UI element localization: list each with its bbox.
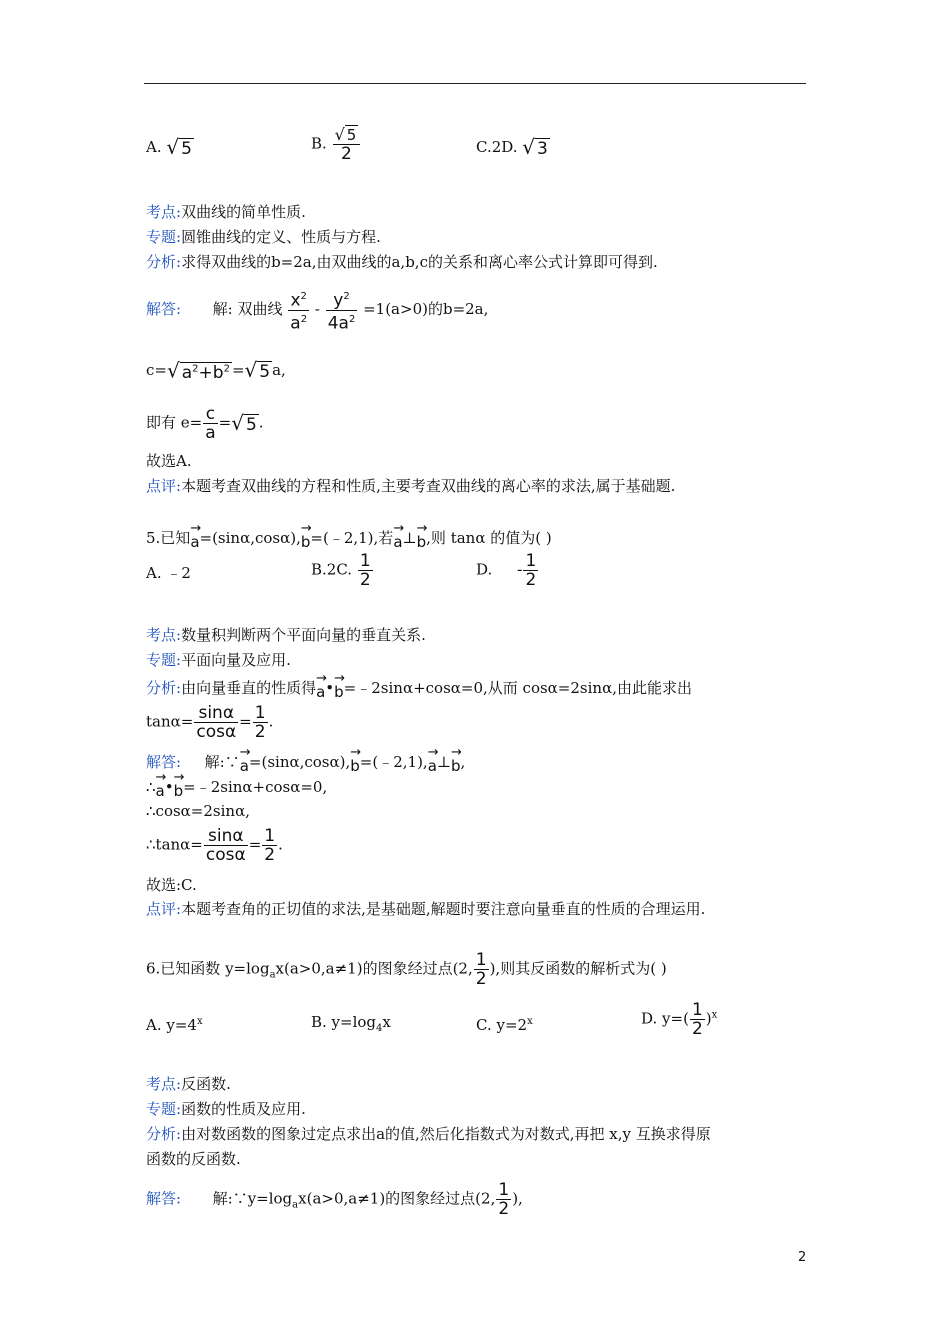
q4-c-line: c=√ $a^2+b^2$ =√ 5 a, [146, 357, 286, 383]
q5-fenxi: 分析:由向量垂直的性质得→ a•→ b=﹣2sinα+cosα=0,从而 cosα=2sinα,由此能求出 [146, 676, 692, 701]
jieda-label: 解答: [146, 300, 182, 319]
q6-option-d: D. y=( $\frac{1}{2}$ )$^x$ [641, 1000, 718, 1039]
fraction-x2-a2: $\frac{x^2}{a^2}$ [288, 288, 309, 332]
fraction-sqrt5-over-2: $\frac{√ 5}{2}$ [333, 126, 361, 163]
fraction-half: $\frac{1}{2}$ [359, 551, 371, 590]
option-a-label: A. [146, 138, 162, 156]
sqrt-5-e: √ 5 [231, 410, 257, 435]
q5-dianping: 点评:本题考查角的正切值的求法,是基础题,解题时要注意向量垂直的性质的合理运用. [146, 900, 706, 918]
q4-zhuanti: 专题:圆锥曲线的定义、性质与方程. [146, 228, 381, 246]
q5-therefore-2: ∴cosα=2sinα, [146, 802, 250, 820]
q4-e-line: 即有 e= $\frac{c}{a}$ =√ 5 . [146, 404, 264, 443]
q4-dianping: 点评:本题考查双曲线的方程和性质,主要考查双曲线的离心率的求法,属于基础题. [146, 477, 676, 495]
sqrt-5-c: √ 5 [244, 357, 271, 382]
fenxi-label: 分析: [146, 253, 182, 271]
q5-tan-line: tanα= $\frac{\sin\alpha}{\cos\alpha}$ = $\frac{1}{2}$ . [146, 703, 274, 742]
q5-answer: 故选:C. [146, 876, 197, 894]
q6-option-a: A. $y=4^x$ [146, 1016, 203, 1034]
q5-stem: 5.已知→ a=(sinα,cosα),→ b=(﹣2,1),若→ a⊥→ b,则 tanα 的值为( ) [146, 526, 552, 551]
q5-option-d: D. - $\frac{1}{2}$ [476, 551, 537, 590]
q6-option-b: B. $y=\log_4x$ [311, 1013, 391, 1034]
sqrt-3: √ 3 [522, 135, 548, 159]
header-rule [144, 83, 806, 84]
q6-fenxi: 分析:由对数函数的图象过定点求出a的值,然后化指数式为对数式,再把 x,y 互换求得原 [146, 1125, 711, 1143]
zhuanti-label: 专题: [146, 228, 182, 246]
q5-option-a: A. ﹣2 [146, 564, 191, 582]
q4-option-cd: C.2D. √ 3 [476, 135, 548, 159]
q4-option-b: B. $\frac{√ 5}{2}$ [311, 126, 361, 163]
q6-option-c: C. $y=2^x$ [476, 1016, 533, 1034]
q6-jieda: 解答: 解$:\because y=\log_ax(a>0,a\ne 1)$的图象经过点(2, $\frac{1}{2}$ ), [146, 1180, 523, 1219]
q4-kaodian: 考点:双曲线的简单性质. [146, 203, 306, 221]
fraction-y2-4a2: $\frac{y^2}{4a^2}$ [326, 288, 358, 332]
q5-therefore-1: ∴→ a•→ b=﹣2sinα+cosα=0, [146, 775, 327, 800]
q5-kaodian: 考点:数量积判断两个平面向量的垂直关系. [146, 626, 426, 644]
q5-zhuanti: 专题:平面向量及应用. [146, 651, 291, 669]
fraction-sin-cos: $\frac{\sin\alpha}{\cos\alpha}$ [196, 703, 237, 742]
sqrt-a2-b2: √ $a^2+b^2$ [166, 358, 230, 383]
q5-option-bc: B.2C. $\frac{1}{2}$ [311, 551, 371, 590]
q4-answer: 故选A. [146, 452, 192, 470]
kaodian-label: 考点: [146, 203, 182, 221]
fraction-neg-half: $\frac{1}{2}$ [525, 551, 537, 590]
q6-fenxi-cont: 函数的反函数. [146, 1150, 241, 1168]
vector-b: → b [301, 526, 311, 551]
dianping-label: 点评: [146, 477, 182, 495]
page-number: 2 [798, 1250, 807, 1265]
q4-jieda: 解答: 解: 双曲线 $\frac{x^2}{a^2}$ - $\frac{y^2}{4a^2}$ =1(a>0)的b=2a, [146, 288, 488, 332]
q6-stem: 6.已知函数 $y=\log_ax(a>0,a\ne 1)$的图象经过点(2, $\frac{1}{2}$ ),则其反函数的解析式为( ) [146, 950, 667, 989]
sqrt-5: √ 5 [166, 135, 192, 159]
q5-jieda: 解答: 解:∵→ a=(sinα,cosα),→ b=(﹣2,1),→ a⊥→ b, [146, 750, 465, 775]
q4-options [146, 135, 194, 159]
q5-therefore-3: ∴tanα= $\frac{\sin\alpha}{\cos\alpha}$ = $\frac{1}{2}$ . [146, 826, 283, 865]
q4-fenxi: 分析:求得双曲线的b=2a,由双曲线的a,b,c的关系和离心率公式计算即可得到. [146, 253, 658, 271]
q6-kaodian: 考点:反函数. [146, 1075, 231, 1093]
vector-a: → a [190, 526, 199, 551]
fraction-c-a: $\frac{c}{a}$ [205, 404, 216, 443]
q6-zhuanti: 专题:函数的性质及应用. [146, 1100, 306, 1118]
